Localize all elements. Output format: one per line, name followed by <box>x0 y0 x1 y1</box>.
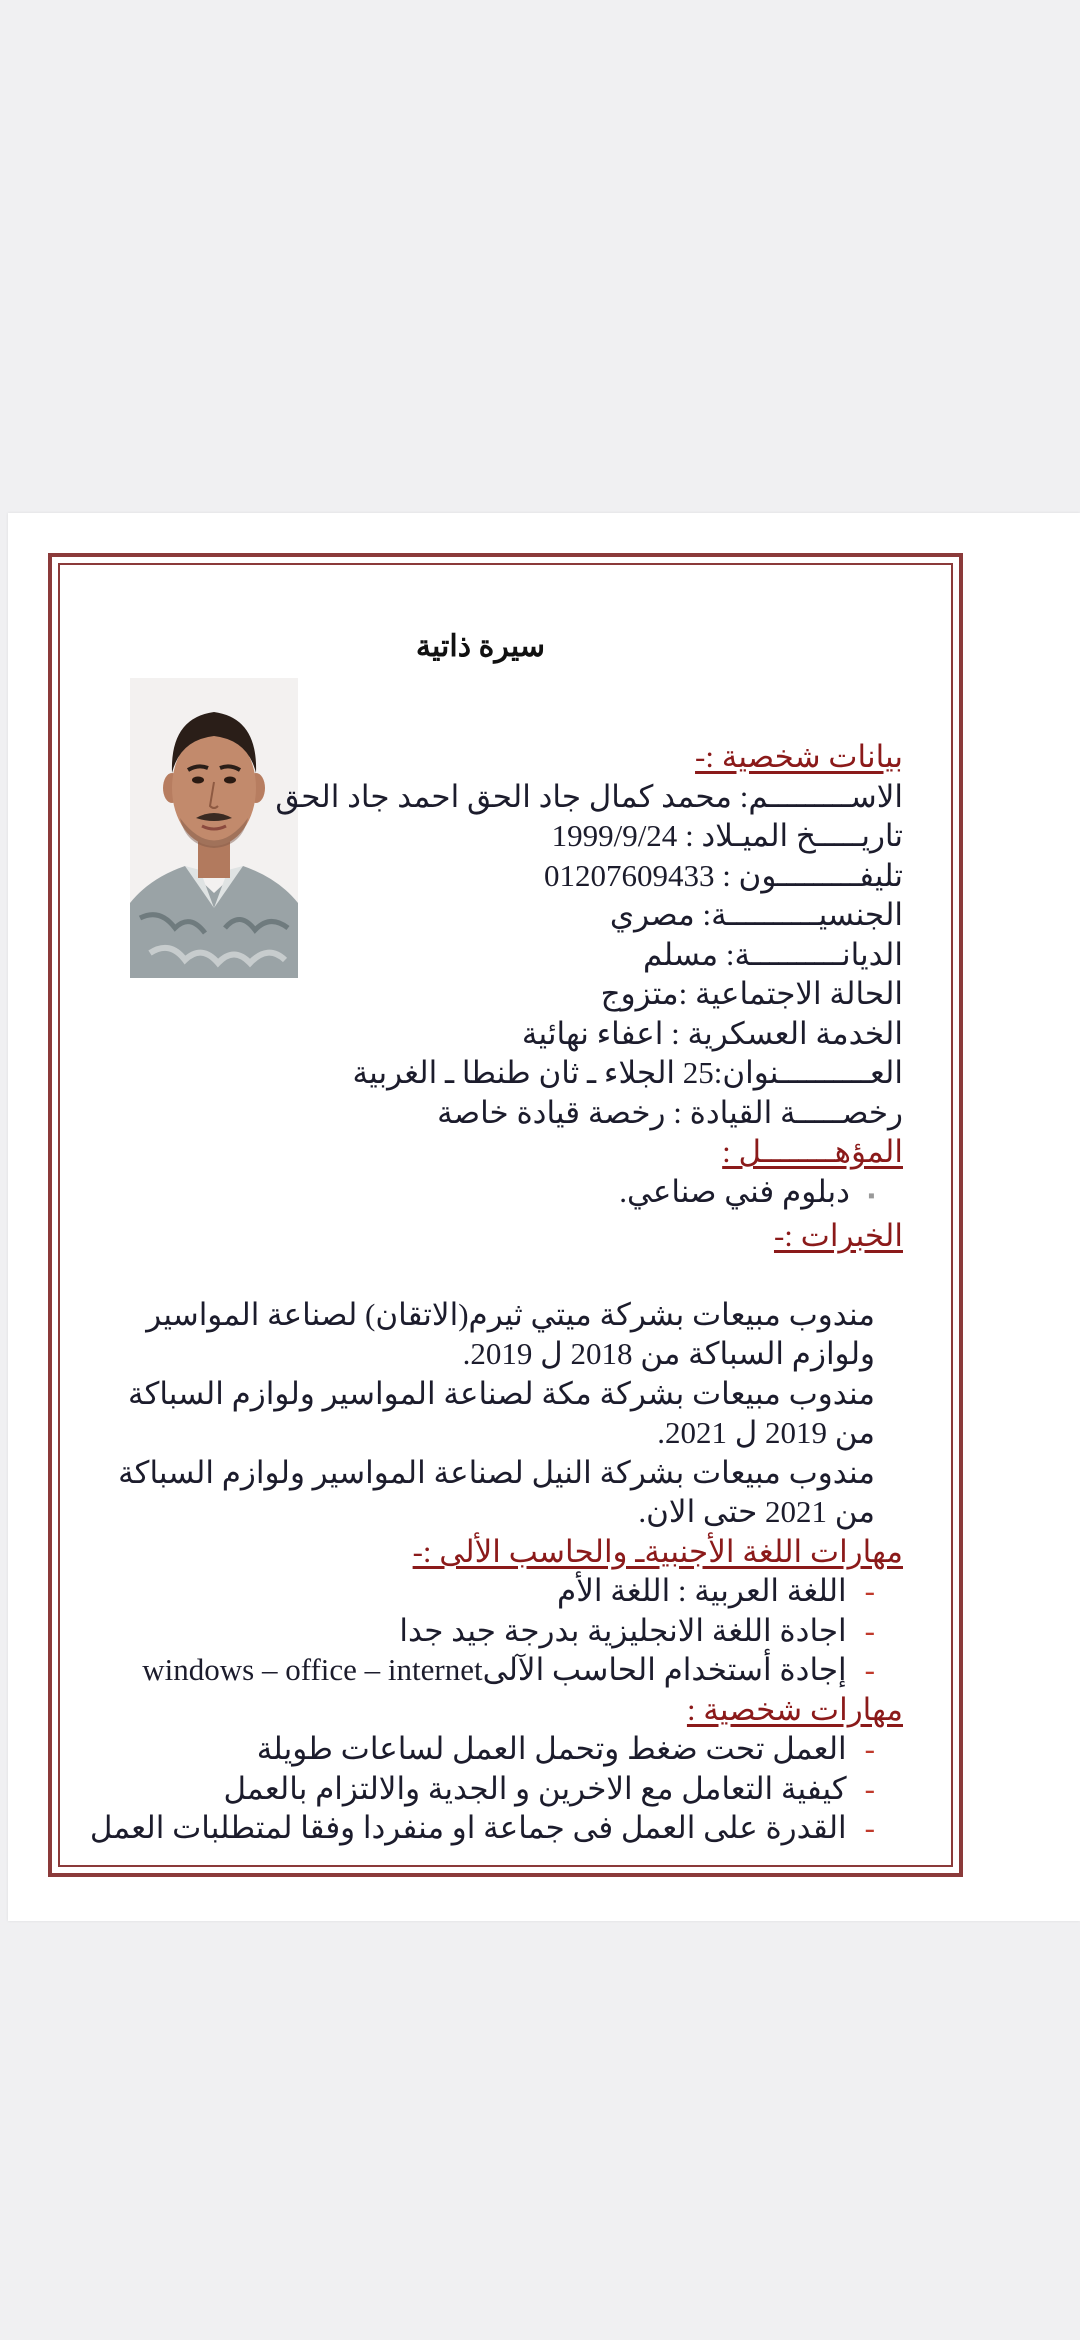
bullet-dash: - <box>864 1612 875 1648</box>
experience-item: مندوب مبيعات بشركة مكة لصناعة المواسير ولوازم السباكة من 2019 ل 2021. <box>127 1375 875 1450</box>
language-skill-text: اللغة العربية : اللغة الأم <box>557 1573 847 1608</box>
field-phone: تليفـــــــــون : 01207609433 <box>543 857 903 893</box>
computer-skill-text: إجادة أستخدام الحاسب الآلى <box>482 1652 847 1687</box>
field-religion: الديانــــــــــة: مسلم <box>643 936 903 972</box>
personal-skill-text: القدرة على العمل فى جماعة او منفردا وفقا لمتطلبات العمل <box>89 1810 847 1845</box>
field-military-service: الخدمة العسكرية : اعفاء نهائية <box>521 1015 903 1051</box>
experience-item: مندوب مبيعات بشركة ميتي ثيرم(الاتقان) لصناعة المواسير ولوازم السباكة من 2018 ل 2019. <box>146 1296 875 1371</box>
bullet-dash: - <box>864 1652 875 1687</box>
cv-title: سيرة ذاتية <box>415 630 546 663</box>
personal-skill-text: كيفية التعامل مع الاخرين و الجدية والالتزام بالعمل <box>223 1770 847 1806</box>
field-name: الاســـــــــم: محمد كمال جاد الحق احمد جاد الحق <box>275 778 903 814</box>
experience-item: مندوب مبيعات بشركة النيل لصناعة المواسير ولوازم السباكة من 2021 حتى الان. <box>118 1454 875 1529</box>
field-driving-license: رخصـــــة القيادة : رخصة قيادة خاصة <box>437 1094 903 1130</box>
language-skills-heading: مهارات اللغة الأجنبيةـ والحاسب الألى :- <box>412 1533 903 1569</box>
language-skill-item <box>112 1611 903 1651</box>
field-nationality: الجنسيــــــــــة: مصري <box>609 897 903 932</box>
qualification-heading: المؤهــــــــل : <box>722 1134 903 1169</box>
language-skill-text: اجادة اللغة الانجليزية بدرجة جيد جدا <box>399 1612 847 1648</box>
experience-heading: الخبرات :- <box>773 1218 903 1253</box>
personal-skill-item <box>89 1808 903 1848</box>
field-birthdate: تاريـــــخ الميـلاد : 1999/9/24 <box>551 818 903 853</box>
field-marital-status: الحالة الاجتماعية :متزوج <box>600 976 903 1011</box>
personal-skill-item <box>112 1769 903 1809</box>
personal-skill-text: العمل تحت ضغط وتحمل العمل لساعات طويلة <box>256 1731 847 1766</box>
document-page <box>8 513 1080 1921</box>
language-skill-item <box>112 1571 903 1611</box>
field-address: العــــــــــنوان:25 الجلاء ـ ثان طنطا ـ الغربية <box>352 1055 903 1090</box>
page-border <box>48 553 963 1877</box>
bullet-dash: - <box>864 1573 875 1608</box>
cv-content <box>89 737 903 1848</box>
spacer <box>112 1256 903 1295</box>
computer-skill-software: windows – office – internet <box>142 1652 483 1687</box>
qualification-item <box>112 1172 903 1217</box>
bullet-dot: ▪ <box>867 1184 875 1207</box>
qualification-text: دبلوم فني صناعي. <box>619 1173 850 1209</box>
computer-skill-item <box>112 1650 903 1690</box>
bullet-dash: - <box>864 1770 875 1806</box>
bullet-dash: - <box>864 1810 875 1845</box>
personal-skills-heading: مهارات شخصية : <box>686 1691 903 1727</box>
bullet-dash: - <box>864 1731 875 1766</box>
personal-skill-item <box>112 1729 903 1769</box>
personal-info-heading: بيانات شخصية :- <box>695 739 903 774</box>
